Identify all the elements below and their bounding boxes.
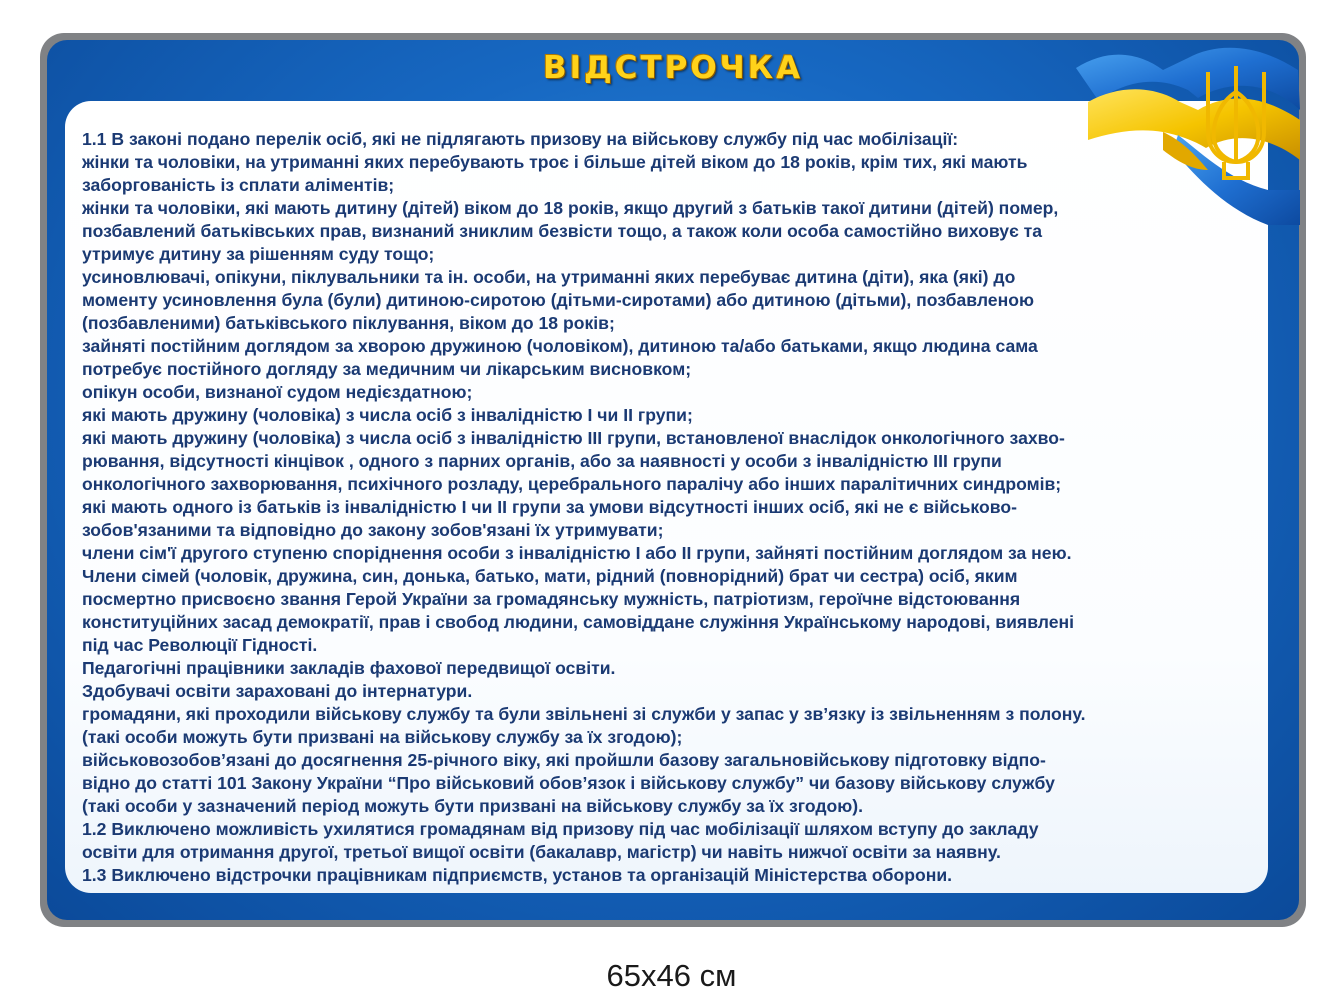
text-line: Здобувачі освіти зараховані до інтернатури. — [82, 681, 473, 701]
text-line: опікун особи, визнаної судом недієздатною; — [82, 382, 473, 402]
text-line: онкологічного захворювання, психічного розладу, церебрального паралічу або інших паралітичних синдромів; — [82, 474, 1062, 494]
text-line: військовозобов’язані до досягнення 25-річного віку, які пройшли базову загальновійськову підготовку відпо- — [82, 750, 1046, 770]
text-line: рювання, відсутності кінцівок , одного з парних органів, або за наявності у особи з інвалідністю III групи — [82, 451, 1002, 471]
text-line: 1.2 Виключено можливість ухилятися громадянам від призову під час мобілізації шляхом вступу до закладу — [82, 819, 1039, 839]
text-line: 1.3 Виключено відстрочки працівникам підприємств, установ та організацій Міністерства оборони. — [82, 865, 953, 885]
text-line: (такі особи у зазначений період можуть бути призвані на військову службу за їх згодою). — [82, 796, 864, 816]
text-line: зайняті постійним доглядом за хворою дружиною (чоловіком), дитиною та/або батьками, якщо людина сама — [82, 336, 1038, 356]
text-line: під час Революції Гідності. — [82, 635, 318, 655]
text-line: жінки та чоловіки, які мають дитину (дітей) віком до 18 років, якщо другий з батьків такої дитини (дітей) помер, — [82, 198, 1059, 218]
text-line: громадяни, які проходили військову службу та були звільнені зі служби у запас у зв’язку із звільненням з полону. — [82, 704, 1086, 724]
text-line: усиновлювачі, опікуни, піклувальники та ін. особи, на утриманні яких перебуває дитина (діти), яка (які) до — [82, 267, 1016, 287]
text-line: які мають одного із батьків із інвалідністю I чи II групи за умови відсутності інших осіб, які не є військово- — [82, 497, 1017, 517]
text-line: посмертно присвоєно звання Герой України за громадянську мужність, патріотизм, героїчне відстоювання — [82, 589, 1021, 609]
text-line: зобов'язаними та відповідно до закону зобов'язані їх утримувати; — [82, 520, 664, 540]
text-line: жінки та чоловіки, на утриманні яких перебувають троє і більше дітей віком до 18 років, крім тих, які мають — [82, 152, 1028, 172]
stand-title: ВІДСТРОЧКА — [542, 50, 804, 86]
text-line: (такі особи можуть бути призвані на військову службу за їх згодою); — [82, 727, 683, 747]
text-line: які мають дружину (чоловіка) з числа осіб з інвалідністю III групи, встановленої внаслідок онкологічного захво- — [82, 428, 1065, 448]
text-line: утримує дитину за рішенням суду тощо; — [82, 244, 435, 264]
flag-ribbon-trident-icon — [1068, 40, 1308, 225]
text-line: конституційних засад демократії, прав і свобод людини, самовіддане служіння Українському народові, виявлені — [82, 612, 1075, 632]
body-text — [82, 128, 1282, 887]
text-line: позбавлений батьківських прав, визнаний зниклим безвісти тощо, а також коли особа самостійно виховує та — [82, 221, 1043, 241]
text-line: освіти для отримання другої, третьої вищої освіти (бакалавр, магістр) чи навіть нижчої освіти за наявну. — [82, 842, 1001, 862]
text-line: Члени сімей (чоловік, дружина, син, донька, батько, мати, рідний (повнорідний) брат чи сестра) осіб, яким — [82, 566, 1018, 586]
text-line: моменту усиновлення була (були) дитиною-сиротою (дітьми-сиротами) або дитиною (дітьми), позбавленою — [82, 290, 1034, 310]
text-line: (позбавленими) батьківського піклування, віком до 18 років; — [82, 313, 615, 333]
text-line: потребує постійного догляду за медичним чи лікарським висновком; — [82, 359, 692, 379]
text-line: відно до статті 101 Закону України “Про військовий обов’язок і військову службу” чи базову військову службу — [82, 773, 1055, 793]
text-line: заборгованість із сплати аліментів; — [82, 175, 395, 195]
text-line: які мають дружину (чоловіка) з числа осіб з інвалідністю I чи II групи; — [82, 405, 693, 425]
text-line: 1.1 В законі подано перелік осіб, які не підлягають призову на військову службу під час мобілізації: — [82, 129, 959, 149]
size-label: 65x46 см — [606, 958, 737, 993]
text-line: члени сім'ї другого ступеню споріднення особи з інвалідністю I або II групи, зайняті постійним доглядом за нею. — [82, 543, 1072, 563]
text-line: Педагогічні працівники закладів фахової передвищої освіти. — [82, 658, 616, 678]
